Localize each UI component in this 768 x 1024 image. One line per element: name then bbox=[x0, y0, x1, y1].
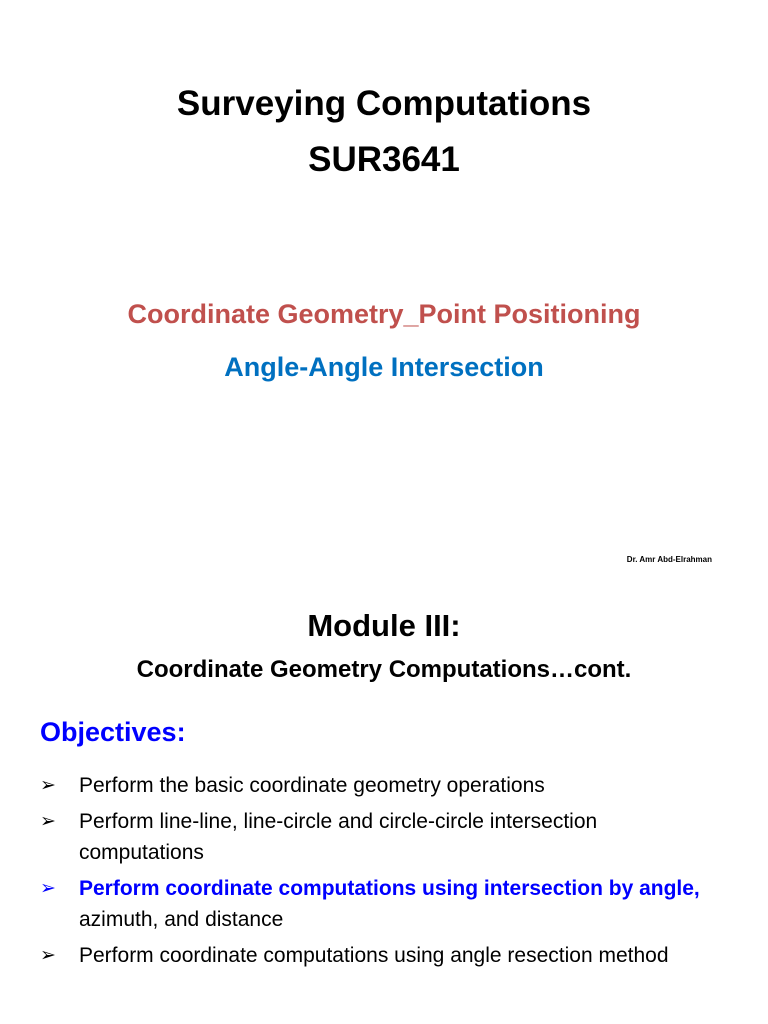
arrow-bullet-icon: ➢ bbox=[40, 878, 56, 899]
module-subtitle: Coordinate Geometry Computations…cont. bbox=[136, 656, 632, 683]
objectives-slide bbox=[0, 580, 768, 1024]
course-title: Surveying Computations bbox=[176, 84, 592, 123]
list-item-text bbox=[79, 873, 720, 935]
arrow-bullet-icon: ➢ bbox=[40, 811, 56, 832]
list-item bbox=[40, 806, 720, 868]
list-item-text: Perform coordinate computations using angle resection method bbox=[79, 944, 669, 967]
topic-title: Coordinate Geometry_Point Positioning bbox=[127, 299, 641, 329]
arrow-bullet-icon: ➢ bbox=[40, 945, 56, 966]
objectives-heading: Objectives: bbox=[40, 717, 186, 747]
list-item bbox=[40, 940, 720, 971]
course-code: SUR3641 bbox=[308, 140, 460, 179]
objectives-list bbox=[40, 770, 720, 976]
list-item bbox=[40, 873, 720, 935]
list-item-text: Perform line-line, line-circle and circle-circle intersection computations bbox=[79, 810, 598, 864]
list-item-text-rest: azimuth, and distance bbox=[79, 908, 284, 931]
list-item-text: Perform the basic coordinate geometry operations bbox=[79, 774, 545, 797]
arrow-bullet-icon: ➢ bbox=[40, 775, 56, 796]
module-title: Module III: bbox=[307, 608, 461, 643]
highlighted-text: Perform coordinate computations using intersection by angle, bbox=[79, 877, 700, 900]
list-item bbox=[40, 770, 720, 801]
subtopic-title: Angle-Angle Intersection bbox=[224, 352, 544, 382]
author-name: Dr. Amr Abd-Elrahman bbox=[626, 555, 712, 564]
